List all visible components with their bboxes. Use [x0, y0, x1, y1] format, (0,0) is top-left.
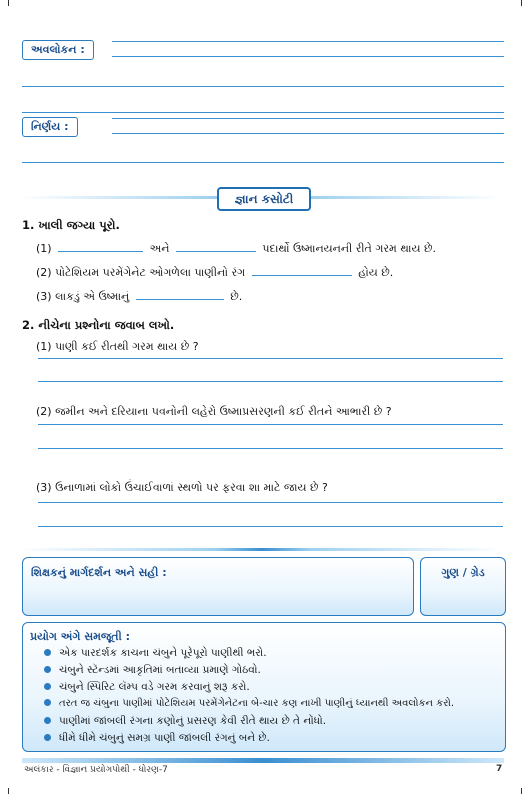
crop-mark	[8, 0, 9, 6]
q2-item-number: (2)	[36, 405, 52, 418]
observation-label: અવલોકન :	[22, 40, 94, 60]
conclusion-header-line-bottom	[112, 133, 504, 134]
teacher-signature-label: શિક્ષકનું માર્ગદર્શન અને સહી :	[31, 566, 167, 579]
observation-header-line	[112, 41, 504, 42]
procedure-step: તરત જ ચંબુના પાણીમાં પોટેશિયમ પરમેંગેનેટના બે-ચાર કણ નાખી પાણીનું ધ્યાનથી અવલોકન કરો.	[44, 698, 454, 709]
teacher-signature-box[interactable]	[22, 557, 414, 616]
q2-heading: 2. નીચેના પ્રશ્નોના જવાબ લખો.	[22, 318, 175, 332]
q1-item-text: લાકડું એ ઉષ્માનું	[55, 290, 130, 303]
q2-item-text: જમીન અને દરિયાના પવનોની લહેરો ઉષ્માપ્રસરણની કઈ રીતને આભારી છે ?	[55, 405, 392, 418]
test-banner-title: જ્ઞાન કસોટી	[217, 187, 311, 211]
footer-title: અલંકાર - વિજ્ઞાન પ્રયોગપોથી - ધોરણ-7	[24, 765, 168, 775]
procedure-step: ચંબુને સ્પિરિટ લૅમ્પ વડે ગરમ કરવાનું શરૂ કરો.	[44, 681, 250, 694]
q2-item-text: ઉનાળામાં લોકો ઉંચાઈવાળાં સ્થળો પર ફરવા શા માટે જાય છે ?	[55, 481, 328, 494]
fill-blank[interactable]	[176, 251, 256, 252]
answer-line[interactable]	[38, 448, 503, 449]
bullet-icon	[44, 699, 51, 706]
q1-item-number: (1)	[36, 242, 52, 255]
crop-mark	[8, 788, 9, 794]
q1-item-text: છે.	[230, 290, 243, 303]
crop-mark	[521, 0, 522, 6]
q1-item-text: પોટેશિયમ પરમેંગેનેટ ઓગળેલા પાણીનો રંગ	[55, 266, 246, 279]
answer-line[interactable]	[38, 502, 503, 503]
bullet-icon	[44, 734, 51, 741]
bullet-icon	[44, 717, 51, 724]
fill-blank[interactable]	[58, 251, 143, 252]
q2-item-text: પાણી કઈ રીતથી ગરમ થાય છે ?	[55, 340, 199, 353]
q2-item-number: (3)	[36, 481, 52, 494]
answer-line[interactable]	[38, 358, 503, 359]
q2-item-2	[36, 405, 392, 419]
conclusion-label: નિર્ણય :	[22, 117, 78, 137]
q1-item-1	[36, 242, 436, 256]
section-band	[22, 548, 502, 551]
procedure-step: એક પારદર્શક કાચના ચંબુને પૂરેપૂરો પાણીથી ભરો.	[44, 647, 267, 660]
bullet-icon	[44, 683, 51, 690]
page-number: 7	[496, 764, 503, 774]
observation-line	[22, 112, 504, 113]
conclusion-header-line	[112, 118, 504, 119]
observation-header-line-bottom	[112, 56, 504, 57]
footer-bar	[22, 758, 504, 763]
grade-box[interactable]	[420, 557, 506, 616]
q1-item-3	[36, 290, 242, 304]
q1-item-text: પદાર્થો ઉષ્માનયનની રીતે ગરમ થાય છે.	[262, 242, 436, 255]
conclusion-line	[22, 162, 504, 163]
q1-item-number: (3)	[36, 290, 52, 303]
q1-heading: 1. ખાલી જગ્યા પૂરો.	[22, 218, 120, 232]
q1-item-2	[36, 266, 393, 280]
fill-blank[interactable]	[252, 275, 352, 276]
procedure-step: પાણીમાં જાંબલી રંગના કણોનું પ્રસરણ કેવી રીતે થાય છે તે નોંધો.	[44, 715, 326, 728]
grade-label: ગુણ / ગ્રેડ	[441, 566, 485, 579]
fill-blank[interactable]	[136, 299, 224, 300]
q1-item-number: (2)	[36, 266, 52, 279]
answer-line[interactable]	[38, 526, 503, 527]
answer-line[interactable]	[38, 424, 503, 425]
bullet-icon	[44, 666, 51, 673]
procedure-step: ધીમે ધીમે ચંબુનું સમગ્ર પાણી જાંબલી રંગનું બને છે.	[44, 732, 270, 745]
q1-item-text: હોય છે.	[358, 266, 394, 279]
q2-item-3	[36, 481, 328, 495]
q2-item-1	[36, 340, 199, 354]
q2-item-number: (1)	[36, 340, 52, 353]
bullet-icon	[44, 649, 51, 656]
q1-item-text: અને	[149, 242, 170, 255]
answer-line[interactable]	[38, 381, 503, 382]
observation-line	[22, 86, 504, 87]
procedure-step: ચંબુને સ્ટૅન્ડમાં આકૃતિમાં બતાવ્યા પ્રમાણે ગોઠવો.	[44, 664, 261, 677]
procedure-heading: પ્રયોગ અંગે સમજૂતી :	[30, 630, 130, 643]
crop-mark	[521, 788, 522, 794]
